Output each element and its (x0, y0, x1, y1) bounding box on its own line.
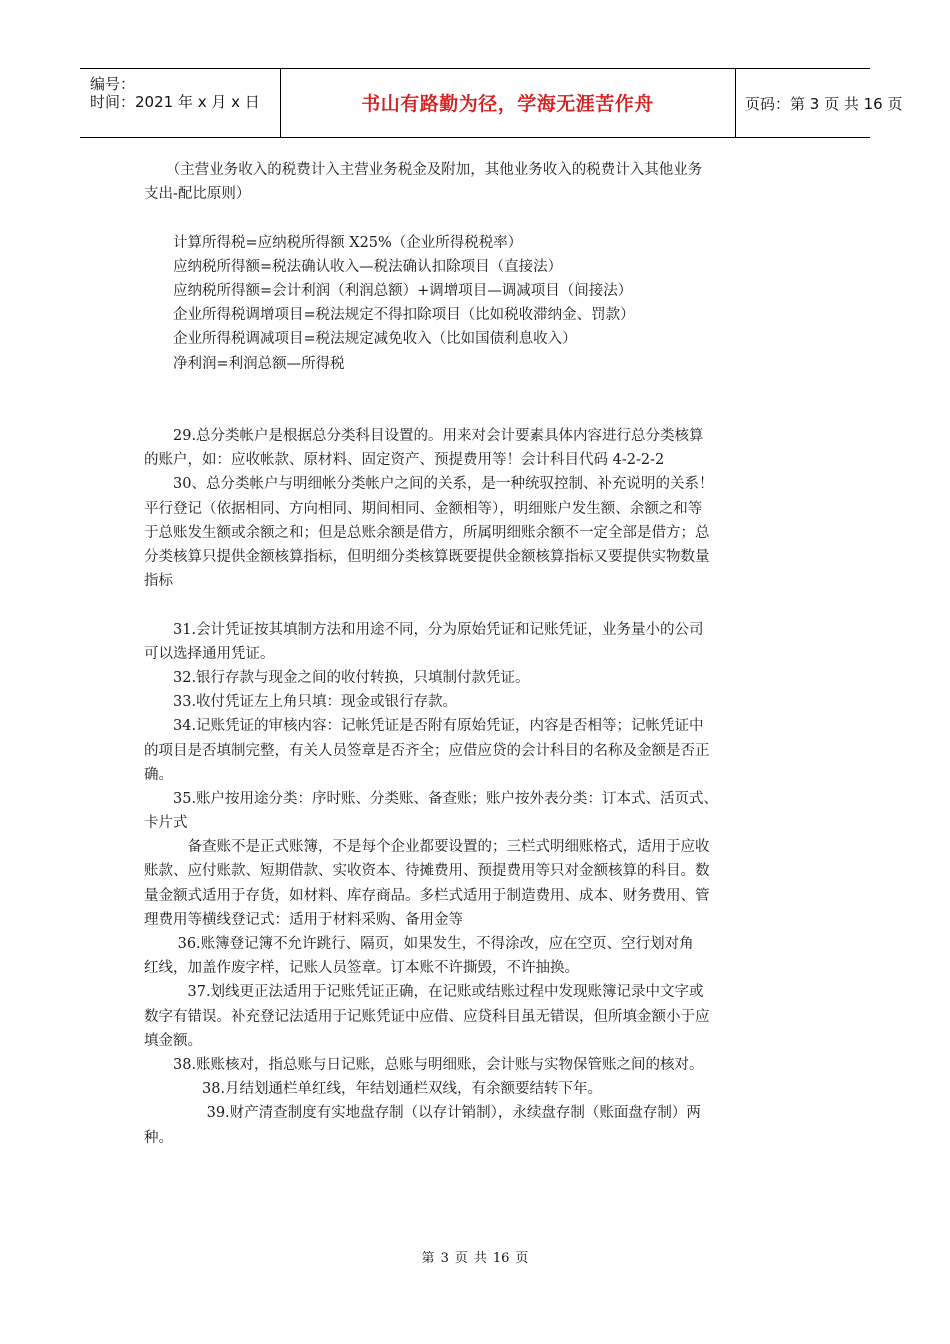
footer-page-number: 3 (440, 1251, 449, 1266)
text-line: 的账户，如：应收帐款、原材料、固定资产、预提费用等！会计科目代码 4-2-2-2 (144, 452, 665, 469)
text-line: 32.银行存款与现金之间的收付转换，只填制付款凭证。 (144, 669, 530, 686)
footer-gong: 共 (473, 1251, 487, 1266)
text-line: 填金额。 (144, 1032, 202, 1049)
footer-di: 第 (421, 1251, 435, 1266)
document-number-label: 编号： (90, 75, 136, 93)
text-line: 可以选择通用凭证。 (144, 645, 275, 662)
text-line: 33.收付凭证左上角只填：现金或银行存款。 (144, 694, 458, 711)
footer-total-pages: 16 (492, 1251, 510, 1266)
page-header (80, 68, 903, 138)
text-line: 应纳税所得额=会计利润（利润总额）+调增项目—调减项目（间接法） (144, 282, 633, 299)
text-line: 36.账簿登记簿不允许跳行、隔页，如果发生，不得涂改，应在空页、空行划对角 (144, 936, 694, 952)
text-line: 支出-配比原则） (144, 186, 251, 203)
header-motto: 书山有路勤为径，学海无涯苦作舟 (361, 93, 654, 115)
text-line: 34.记账凭证的审核内容：记帐凭证是否附有原始凭证，内容是否相等；记帐凭证中 (144, 718, 704, 735)
text-line: （主营业务收入的税费计入主营业务税金及附加，其他业务收入的税费计入其他业务 (144, 162, 703, 178)
header-motto-cell (280, 69, 736, 137)
text-line: 红线，加盖作废字样，记账人员签章。订本账不许撕毁，不许抽换。 (144, 960, 579, 977)
document-time-label: 时间：2021 年 x 月 x 日 (90, 93, 260, 111)
text-line: 38.账账核对，指总账与日记账，总账与明细账，会计账与实物保管账之间的核对。 (144, 1056, 704, 1073)
document-body (144, 158, 808, 1150)
text-line: 理费用等横线登记式：适用于材料采购、备用金等 (144, 911, 463, 928)
text-line: 平行登记（依据相同、方向相同、期间相同、金额相等），明细账户发生额、余额之和等 (144, 500, 703, 517)
text-line: 数字有错误。补充登记法适用于记账凭证中应借、应贷科目虽无错误，但所填金额小于应 (144, 1008, 710, 1025)
text-line: 37.划线更正法适用于记账凭证正确，在记账或结账过程中发现账簿记录中文字或 (144, 984, 704, 1001)
footer-ye: 页 (454, 1251, 468, 1266)
text-line: 种。 (144, 1129, 173, 1146)
text-line: 计算所得税=应纳税所得额 X25%（企业所得税税率） (144, 234, 523, 251)
text-line (144, 400, 808, 424)
text-line: 量金额式适用于存货，如材料、库存商品。多栏式适用于制造费用、成本、财务费用、管 (144, 887, 710, 904)
header-page-code: 页码：第 3 页 共 16 页 (745, 95, 903, 113)
text-line: 企业所得税调减项目=税法规定减免收入（比如国债利息收入） (144, 331, 577, 348)
text-line: 应纳税所得额=税法确认收入—税法确认扣除项目（直接法） (144, 258, 563, 275)
text-line: 的项目是否填制完整，有关人员签章是否齐全；应借应贷的会计科目的名称及金额是否正 (144, 742, 710, 759)
text-line: 31.会计凭证按其填制方法和用途不同，分为原始凭证和记账凭证，业务量小的公司 (144, 621, 704, 638)
text-line: 39.财产清查制度有实地盘存制（以存计销制），永续盘存制（账面盘存制）两 (144, 1105, 701, 1122)
text-line: 指标 (144, 573, 173, 590)
header-page-cell (735, 69, 903, 137)
text-line (144, 376, 808, 400)
text-line: 卡片式 (144, 815, 188, 832)
text-line: 29.总分类帐户是根据总分类科目设置的。用来对会计要素具体内容进行总分类核算 (144, 428, 704, 445)
text-line: 备查账不是正式账簿，不是每个企业都要设置的；三栏式明细账格式，适用于应收 (144, 839, 710, 856)
text-line: 30、总分类帐户与明细帐分类帐户之间的关系，是一种统驭控制、补充说明的关系！ (144, 476, 714, 493)
text-line: 于总账发生额或余额之和；但是总账余额是借方，所属明细账余额不一定全部是借方；总 (144, 524, 710, 541)
text-line: 35.账户按用途分类：序时账、分类账、备查账；账户按外表分类：订本式、活页式、 (144, 790, 719, 807)
text-line: 38.月结划通栏单红线，年结划通栏双线，有余额要结转下年。 (144, 1081, 603, 1098)
text-line: 确。 (144, 766, 173, 783)
text-line (144, 593, 808, 617)
text-line: 净利润=利润总额—所得税 (144, 355, 345, 372)
footer-ye-end: 页 (515, 1251, 529, 1266)
header-meta-cell (80, 69, 281, 137)
text-line: 企业所得税调增项目=税法规定不得扣除项目（比如税收滞纳金、罚款） (144, 307, 635, 324)
text-line: 分类核算只提供金额核算指标，但明细分类核算既要提供金额核算指标又要提供实物数量 (144, 549, 710, 565)
text-line: 账款、应付账款、短期借款、实收资本、待摊费用、预提费用等只对金额核算的科目。数 (144, 863, 710, 880)
text-line (144, 206, 808, 230)
page-footer (0, 1247, 950, 1266)
